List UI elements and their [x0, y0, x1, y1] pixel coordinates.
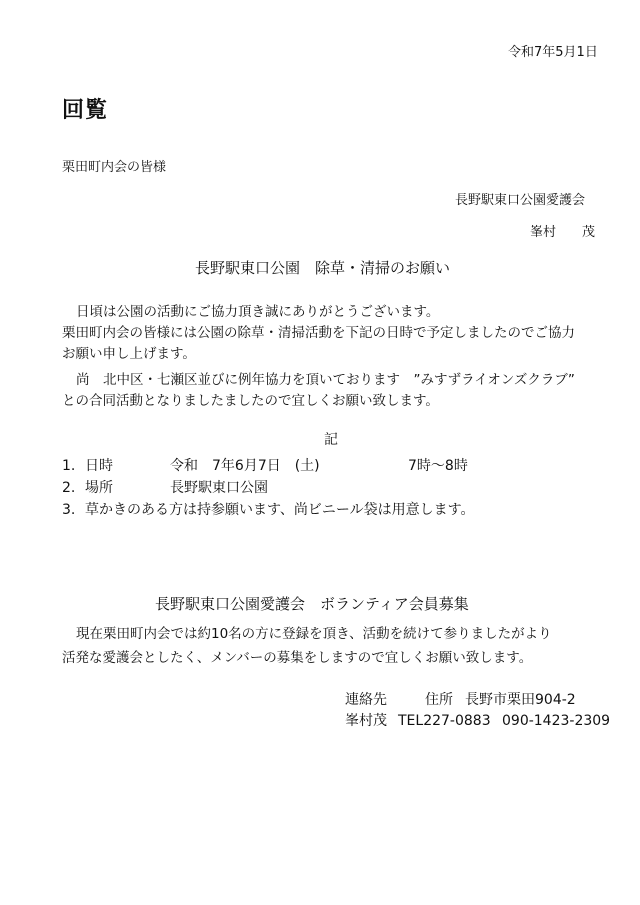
item-label: 場所 [85, 480, 113, 496]
ki-marker: 記 [324, 432, 338, 448]
recruit-title: 長野駅東口公園愛護会 ボランティア会員募集 [155, 595, 469, 613]
body-line: お願い申し上げます。 [62, 346, 196, 362]
circular-heading: 回覧 [62, 98, 109, 123]
address-label: 住所 [425, 692, 453, 708]
recruit-line: 活発な愛護会としたく、メンバーの募集をしますので宜しくお願い致します。 [62, 650, 533, 666]
contact-address: 長野市栗田904-2 [465, 692, 576, 708]
item-label: 日時 [85, 458, 113, 474]
body-line: 日頃は公園の活動にご協力頂き誠にありがとうございます。 [76, 304, 440, 320]
item-value: 長野駅東口公園 [170, 480, 268, 496]
body-line: 栗田町内会の皆様には公園の除草・清掃活動を下記の日時で予定しましたのでご協力 [62, 325, 575, 341]
item-number: 2. [62, 480, 76, 496]
sender-person: 峯村 茂 [530, 225, 596, 240]
body-line: 尚 北中区・七瀬区並びに例年協力を頂いております ”みすずライオンズクラブ” [76, 372, 575, 388]
recipient-line: 栗田町内会の皆様 [62, 160, 167, 175]
item-value: 令和 7年6月7日 (土) [170, 458, 320, 474]
document-date: 令和7年5月1日 [508, 45, 598, 60]
contact-name: 峯村茂 [345, 713, 387, 729]
contact-label: 連絡先 [345, 692, 387, 708]
contact-mobile: 090-1423-2309 [502, 713, 611, 729]
contact-tel: TEL227-0883 [398, 713, 491, 729]
item-number: 1. [62, 458, 76, 474]
subject-title: 長野駅東口公園 除草・清掃のお願い [195, 259, 451, 277]
recruit-line: 現在栗田町内会では約10名の方に登録を頂き、活動を続けて参りましたがより [76, 626, 552, 642]
item-text: 草かきのある方は持参願います、尚ビニール袋は用意します。 [85, 502, 475, 518]
item-time: 7時～8時 [408, 458, 468, 474]
item-number: 3. [62, 502, 76, 518]
body-line: との合同活動となりましたましたので宜しくお願い致します。 [62, 393, 439, 409]
sender-organization: 長野駅東口公園愛護会 [455, 193, 586, 208]
